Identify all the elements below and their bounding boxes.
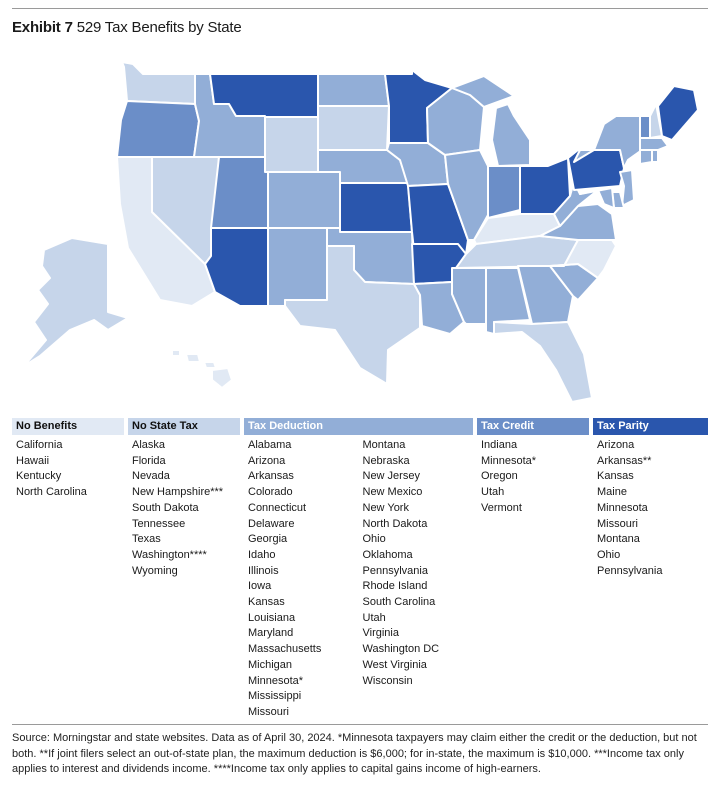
hawaii-island-4 bbox=[212, 368, 232, 388]
state-list-item: Vermont bbox=[481, 501, 522, 514]
state-UT bbox=[211, 157, 268, 228]
state-list-item: Minnesota* bbox=[248, 674, 304, 687]
state-list-item: Ohio bbox=[597, 548, 621, 561]
state-NM bbox=[268, 228, 327, 306]
state-list-item: West Virginia bbox=[362, 658, 427, 671]
state-list-item: Alabama bbox=[248, 439, 292, 451]
state-HI bbox=[172, 350, 232, 388]
state-CO bbox=[268, 172, 340, 228]
state-list-item: Connecticut bbox=[248, 501, 307, 514]
state-list-item: Kansas bbox=[248, 596, 285, 609]
state-list-item: Georgia bbox=[248, 533, 288, 546]
state-OR bbox=[117, 101, 199, 157]
us-states-map bbox=[0, 45, 720, 405]
state-list-item: Oklahoma bbox=[362, 548, 413, 561]
state-list-item: Delaware bbox=[248, 517, 295, 530]
state-list-item: Florida bbox=[132, 454, 166, 467]
state-AK bbox=[24, 238, 128, 366]
state-list-item: Missouri bbox=[248, 705, 289, 718]
bottom-rule bbox=[12, 724, 708, 725]
state-list-item: South Dakota bbox=[132, 501, 199, 514]
category-tax-deduction bbox=[244, 418, 473, 721]
state-list-item: Alaska bbox=[132, 439, 166, 451]
state-list-item: Washington DC bbox=[362, 643, 440, 656]
state-list-item: Kansas bbox=[597, 470, 634, 483]
state-list-item: Oregon bbox=[481, 470, 518, 483]
state-list-tax-credit bbox=[477, 438, 589, 517]
state-list-item: Ohio bbox=[362, 533, 386, 546]
hawaii-island-1 bbox=[172, 350, 180, 356]
state-list-item: Washington**** bbox=[132, 548, 207, 561]
state-list-item: Texas bbox=[132, 533, 161, 546]
state-list-item: Virginia bbox=[362, 627, 399, 640]
category-tax-parity bbox=[593, 418, 708, 579]
state-list-item: Utah bbox=[481, 486, 505, 499]
state-list-item: Iowa bbox=[248, 580, 272, 593]
state-list-item: Hawaii bbox=[16, 454, 50, 467]
state-list-item: Massachusetts bbox=[248, 643, 322, 656]
state-list-item: Nebraska bbox=[362, 454, 410, 467]
state-list-item: Rhode Island bbox=[362, 580, 428, 593]
state-MA bbox=[640, 138, 668, 150]
exhibit-number: Exhibit 7 bbox=[12, 19, 73, 36]
exhibit-title-text: 529 Tax Benefits by State bbox=[76, 19, 242, 36]
state-list-item: Maryland bbox=[248, 627, 294, 640]
category-header-tax-deduction: Tax Deduction bbox=[244, 418, 473, 435]
state-list-item: Illinois bbox=[248, 564, 279, 577]
state-list-no-state-tax bbox=[128, 438, 240, 579]
state-list-item: Michigan bbox=[248, 658, 293, 671]
state-list-item: California bbox=[16, 439, 63, 451]
category-header-no-state-tax: No State Tax bbox=[128, 418, 240, 435]
state-list-item: Montana bbox=[597, 533, 640, 546]
category-no-state-tax bbox=[128, 418, 240, 579]
state-list-tax-parity bbox=[593, 438, 708, 579]
state-ND bbox=[318, 74, 389, 106]
state-IN bbox=[488, 166, 520, 218]
state-list-item: Nevada bbox=[132, 470, 170, 483]
state-CT bbox=[640, 150, 652, 164]
category-no-benefits bbox=[12, 418, 124, 501]
category-header-tax-credit: Tax Credit bbox=[477, 418, 589, 435]
top-rule bbox=[12, 8, 708, 9]
state-list-item: Wyoming bbox=[132, 564, 178, 577]
category-tax-credit bbox=[477, 418, 589, 517]
state-list-item: Colorado bbox=[248, 486, 293, 499]
state-list-item: Missouri bbox=[597, 517, 638, 530]
state-list-item: New Hampshire*** bbox=[132, 486, 224, 499]
state-list-item: South Carolina bbox=[362, 596, 436, 609]
state-list-item: New Mexico bbox=[362, 486, 423, 499]
state-list-item: Idaho bbox=[248, 548, 276, 561]
state-list-item: Montana bbox=[362, 439, 406, 451]
state-list-item: New Jersey bbox=[362, 470, 420, 483]
state-list-item: Maine bbox=[597, 486, 627, 499]
state-VT bbox=[640, 116, 650, 138]
state-AZ bbox=[205, 228, 268, 306]
state-list-item: New York bbox=[362, 501, 409, 514]
state-list-item: Arkansas** bbox=[597, 454, 652, 467]
state-list-deduction-col2 bbox=[359, 438, 474, 721]
state-list-item: Arizona bbox=[597, 439, 635, 451]
category-header-no-benefits: No Benefits bbox=[12, 418, 124, 435]
state-list-item: Arizona bbox=[248, 454, 286, 467]
source-note: Source: Morningstar and state websites. Data as of April 30, 2024. *Minnesota taxpayers may claim either the credit or the deduction, but not both. **If joint filers select an out-of-state plan, the maximum deduction is $6,000; for in-state, the maximum is $10,000. ***Income tax only applies to interest and dividends income. ****Income tax only applies to capital gains income of high-earners. bbox=[12, 732, 697, 776]
state-list-item: North Carolina bbox=[16, 486, 87, 499]
state-FL bbox=[494, 322, 592, 402]
state-list-item: Minnesota bbox=[597, 501, 648, 514]
state-ME bbox=[658, 86, 698, 140]
state-SD bbox=[318, 106, 389, 150]
state-list-item: Mississippi bbox=[248, 690, 302, 703]
state-list-item: Louisiana bbox=[248, 611, 296, 624]
state-list-item: Minnesota* bbox=[481, 454, 537, 467]
state-KS bbox=[340, 183, 412, 232]
state-list-item: Indiana bbox=[481, 439, 518, 451]
state-RI bbox=[652, 150, 658, 162]
state-list-item: Pennsylvania bbox=[597, 564, 663, 577]
state-list-item: Utah bbox=[362, 611, 386, 624]
exhibit-title bbox=[12, 19, 242, 36]
state-WA bbox=[122, 62, 195, 104]
state-WY bbox=[265, 117, 318, 172]
state-list-no-benefits bbox=[12, 438, 124, 501]
hawaii-island-2 bbox=[186, 354, 200, 362]
state-list-item: Pennsylvania bbox=[362, 564, 428, 577]
state-list-item: Arkansas bbox=[248, 470, 294, 483]
state-list-item: Kentucky bbox=[16, 470, 62, 483]
hawaii-island-3 bbox=[204, 362, 216, 368]
category-header-tax-parity: Tax Parity bbox=[593, 418, 708, 435]
state-list-item: Tennessee bbox=[132, 517, 186, 530]
state-list-deduction-col1 bbox=[244, 438, 359, 721]
state-list-item: North Dakota bbox=[362, 517, 428, 530]
state-list-item: Wisconsin bbox=[362, 674, 413, 687]
